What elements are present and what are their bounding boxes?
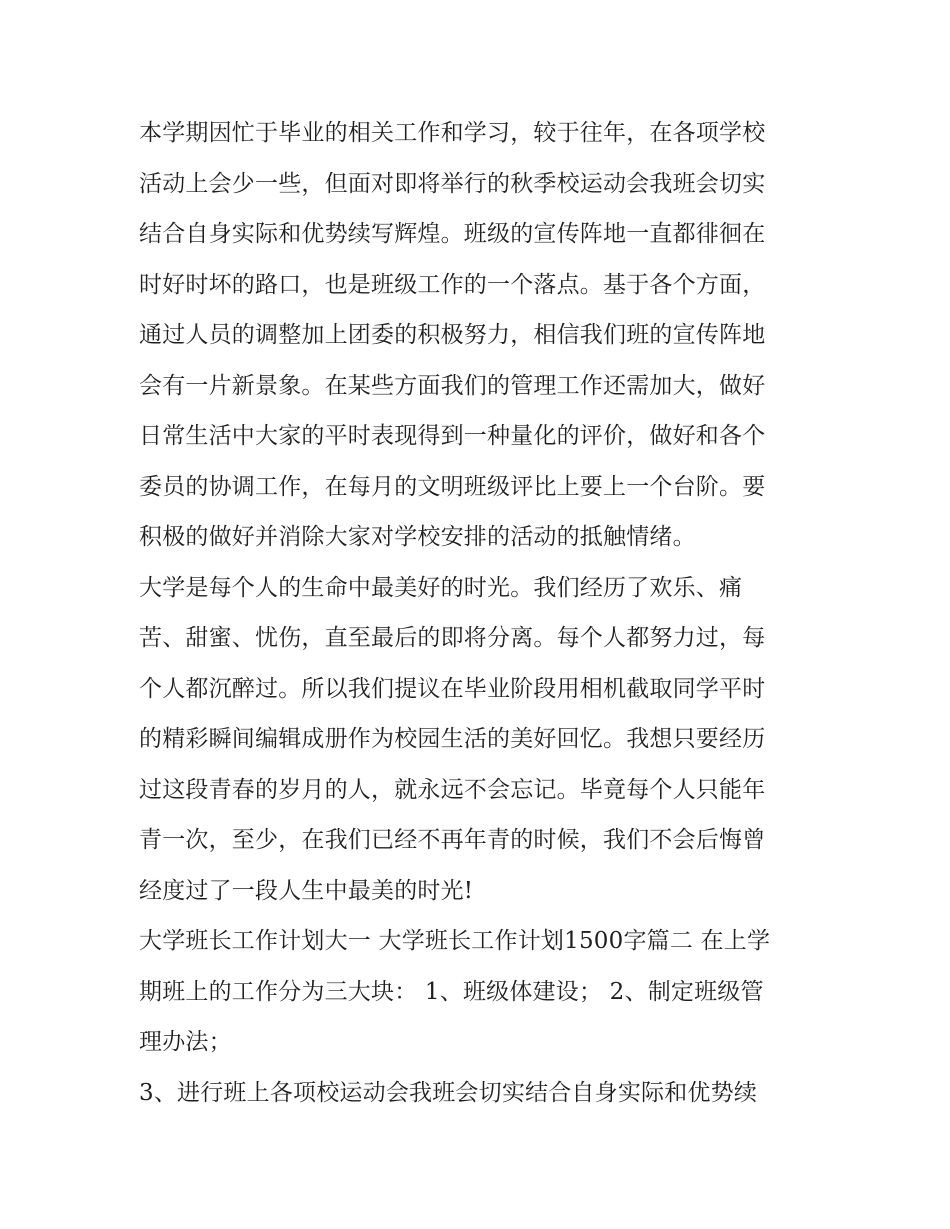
text-line: 活动上会少一些，但面对即将举行的秋季校运动会我班会切实 bbox=[139, 170, 766, 197]
text-line: 3、进行班上各项校运动会我班会切实结合自身实际和优势续 bbox=[139, 1079, 758, 1106]
text-line: 结合自身实际和优势续写辉煌。班级的宣传阵地一直都徘徊在 bbox=[139, 221, 766, 247]
body-text bbox=[139, 108, 815, 1118]
text-line: 委员的协调工作，在每月的文明班级评比上要上一个台阶。要 bbox=[139, 473, 766, 500]
text-line: 本学期因忙于毕业的相关工作和学习，较于往年，在各项学校 bbox=[139, 120, 766, 146]
text-line: 苦、甜蜜、忧伤，直至最后的即将分离。每个人都努力过，每 bbox=[139, 625, 766, 651]
text-line: 大学是每个人的生命中最美好的时光。我们经历了欢乐、痛 bbox=[139, 574, 743, 601]
text-line: 日常生活中大家的平时表现得到一种量化的评价，做好和各个 bbox=[139, 423, 766, 449]
text-line: 理办法； bbox=[139, 1029, 232, 1055]
text-line: 经度过了一段人生中最美的时光! bbox=[139, 877, 474, 904]
text-line: 的精彩瞬间编辑成册作为校园生活的美好回忆。我想只要经历 bbox=[139, 726, 766, 752]
text-line: 期班上的工作分为三大块： 1、班级体建设； 2、制定班级管 bbox=[139, 978, 764, 1005]
text-line: 个人都沉醉过。所以我们提议在毕业阶段用相机截取同学平时 bbox=[139, 675, 766, 702]
text-line: 过这段青春的岁月的人，就永远不会忘记。毕竟每个人只能年 bbox=[139, 776, 766, 803]
text-line: 积极的做好并消除大家对学校安排的活动的抵触情绪。 bbox=[139, 524, 696, 550]
text-line: 大学班长工作计划大一 大学班长工作计划1500字篇二 在上学 bbox=[139, 928, 771, 954]
text-line: 青一次，至少，在我们已经不再年青的时候，我们不会后悔曾 bbox=[139, 827, 766, 853]
text-line: 通过人员的调整加上团委的积极努力，相信我们班的宣传阵地 bbox=[139, 322, 766, 348]
text-line: 会有一片新景象。在某些方面我们的管理工作还需加大，做好 bbox=[139, 372, 766, 399]
text-line: 时好时坏的路口，也是班级工作的一个落点。基于各个方面， bbox=[139, 271, 766, 298]
